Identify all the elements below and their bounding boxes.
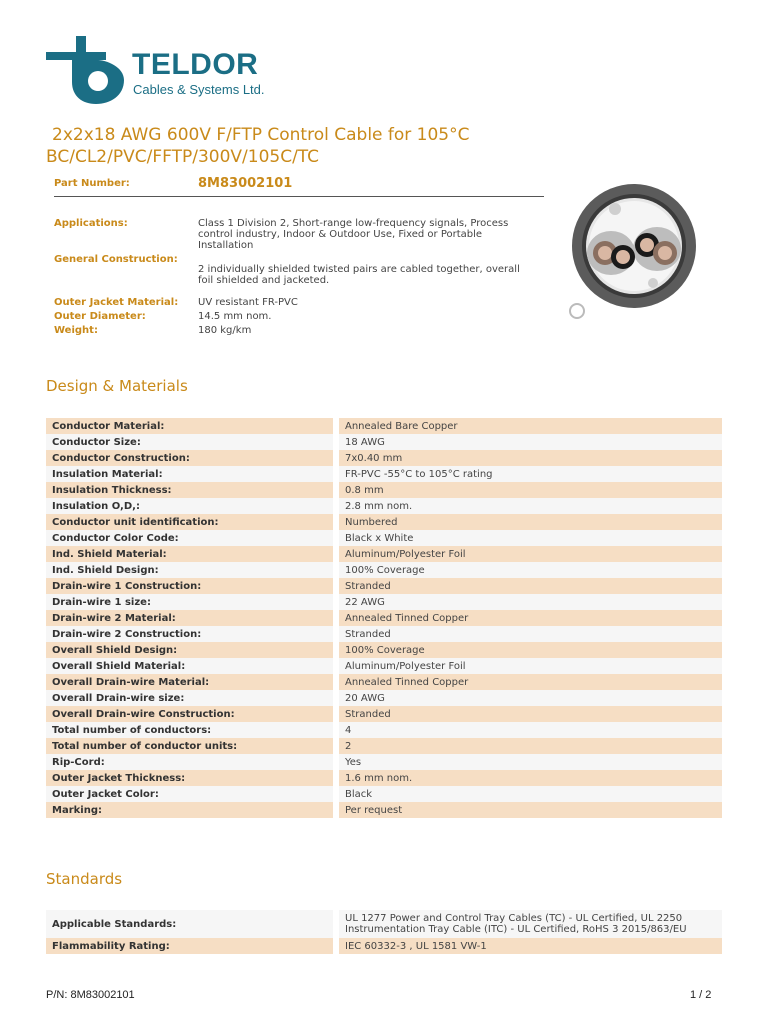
info-value: Class 1 Division 2, Short-range low-frequency signals, Process control industry, Indoor & Outdoor Use, Fixed or Portable Installation	[198, 218, 509, 251]
spec-label: Insulation Material:	[46, 466, 336, 482]
spec-label: Drain-wire 2 Construction:	[46, 626, 336, 642]
table-row	[46, 674, 722, 690]
table-row	[46, 938, 722, 954]
standards-heading: Standards	[46, 870, 123, 888]
spec-label: Insulation Thickness:	[46, 482, 336, 498]
info-label: General Construction:	[54, 254, 178, 265]
spec-value: 2	[336, 738, 722, 754]
spec-value: 0.8 mm	[336, 482, 722, 498]
spec-value: 22 AWG	[336, 594, 722, 610]
table-row	[46, 466, 722, 482]
table-row	[46, 546, 722, 562]
spec-label: Drain-wire 1 size:	[46, 594, 336, 610]
standards-table	[46, 910, 722, 954]
spec-value: Annealed Tinned Copper	[336, 674, 722, 690]
info-label: Outer Jacket Material:	[54, 297, 179, 308]
spec-label: Conductor Color Code:	[46, 530, 336, 546]
part-number-value: 8M83002101	[198, 176, 293, 191]
design-materials-heading: Design & Materials	[46, 377, 188, 395]
spec-label: Overall Shield Material:	[46, 658, 336, 674]
spec-value: 2.8 mm nom.	[336, 498, 722, 514]
standards-value: UL 1277 Power and Control Tray Cables (TC) - UL Certified, UL 2250 Instrumentation Tray Cable (ITC) - UL Certified, RoHS 3 2015/863/EU	[336, 910, 722, 938]
table-row	[46, 482, 722, 498]
spec-label: Rip-Cord:	[46, 754, 336, 770]
info-value: 180 kg/km	[198, 325, 252, 336]
spec-value: Stranded	[336, 706, 722, 722]
table-row	[46, 706, 722, 722]
table-row	[46, 562, 722, 578]
spec-value: 1.6 mm nom.	[336, 770, 722, 786]
standards-label: Flammability Rating:	[46, 938, 336, 954]
spec-label: Conductor Size:	[46, 434, 336, 450]
spec-label: Total number of conductor units:	[46, 738, 336, 754]
spec-value: Black x White	[336, 530, 722, 546]
table-row	[46, 690, 722, 706]
part-number-row	[54, 176, 544, 197]
table-row	[46, 642, 722, 658]
table-row	[46, 610, 722, 626]
spec-label: Total number of conductors:	[46, 722, 336, 738]
spec-value: 20 AWG	[336, 690, 722, 706]
spec-label: Ind. Shield Material:	[46, 546, 336, 562]
spec-label: Overall Drain-wire size:	[46, 690, 336, 706]
spec-value: Numbered	[336, 514, 722, 530]
table-row	[46, 450, 722, 466]
spec-value: 100% Coverage	[336, 562, 722, 578]
table-row	[46, 418, 722, 434]
table-row	[46, 754, 722, 770]
spec-label: Ind. Shield Design:	[46, 562, 336, 578]
spec-value: Aluminum/Polyester Foil	[336, 658, 722, 674]
standards-value: IEC 60332-3 , UL 1581 VW-1	[336, 938, 722, 954]
footer-part-number: P/N: 8M83002101	[46, 989, 135, 1001]
spec-value: Black	[336, 786, 722, 802]
spec-value: Stranded	[336, 626, 722, 642]
spec-label: Overall Shield Design:	[46, 642, 336, 658]
info-label: Weight:	[54, 325, 98, 336]
spec-value: Annealed Tinned Copper	[336, 610, 722, 626]
table-row	[46, 738, 722, 754]
table-row	[46, 658, 722, 674]
table-row	[46, 498, 722, 514]
teldor-logo	[46, 34, 296, 106]
spec-value: Aluminum/Polyester Foil	[336, 546, 722, 562]
spec-value: FR-PVC -55°C to 105°C rating	[336, 466, 722, 482]
spec-value: Per request	[336, 802, 722, 818]
spec-label: Drain-wire 2 Material:	[46, 610, 336, 626]
spec-label: Overall Drain-wire Construction:	[46, 706, 336, 722]
spec-label: Insulation O,D,:	[46, 498, 336, 514]
table-row	[46, 434, 722, 450]
table-row	[46, 514, 722, 530]
spec-value: 18 AWG	[336, 434, 722, 450]
spec-label: Marking:	[46, 802, 336, 818]
product-title-line2: BC/CL2/PVC/FFTP/300V/105C/TC	[46, 147, 320, 167]
info-value: 14.5 mm nom.	[198, 311, 272, 322]
table-row	[46, 770, 722, 786]
spec-value: 4	[336, 722, 722, 738]
spec-value: Yes	[336, 754, 722, 770]
teldor-logo-icon	[46, 34, 132, 106]
product-title	[46, 124, 566, 168]
part-number-label: Part Number:	[54, 178, 130, 189]
info-value: 2 individually shielded twisted pairs are cabled together, overall foil shielded and jacketed.	[198, 264, 520, 286]
spec-label: Conductor unit identification:	[46, 514, 336, 530]
standards-label: Applicable Standards:	[46, 910, 336, 938]
table-row	[46, 910, 722, 938]
spec-label: Conductor Construction:	[46, 450, 336, 466]
spec-label: Drain-wire 1 Construction:	[46, 578, 336, 594]
brand-subtitle: Cables & Systems Ltd.	[133, 82, 265, 97]
footer-page-number: 1 / 2	[690, 989, 712, 1001]
table-row	[46, 786, 722, 802]
spec-value: Stranded	[336, 578, 722, 594]
table-row	[46, 594, 722, 610]
brand-name: TELDOR	[132, 48, 259, 81]
table-row	[46, 530, 722, 546]
table-row	[46, 626, 722, 642]
spec-value: 100% Coverage	[336, 642, 722, 658]
table-row	[46, 722, 722, 738]
info-label: Outer Diameter:	[54, 311, 146, 322]
spec-label: Outer Jacket Thickness:	[46, 770, 336, 786]
cable-cross-section-image	[567, 183, 701, 323]
table-row	[46, 578, 722, 594]
table-row	[46, 802, 722, 818]
design-materials-table	[46, 418, 722, 818]
info-value: UV resistant FR-PVC	[198, 297, 298, 308]
product-title-line1: 2x2x18 AWG 600V F/FTP Control Cable for 105°C	[52, 125, 470, 145]
spec-label: Outer Jacket Color:	[46, 786, 336, 802]
spec-label: Overall Drain-wire Material:	[46, 674, 336, 690]
info-label: Applications:	[54, 218, 128, 229]
spec-label: Conductor Material:	[46, 418, 336, 434]
spec-value: Annealed Bare Copper	[336, 418, 722, 434]
spec-value: 7x0.40 mm	[336, 450, 722, 466]
